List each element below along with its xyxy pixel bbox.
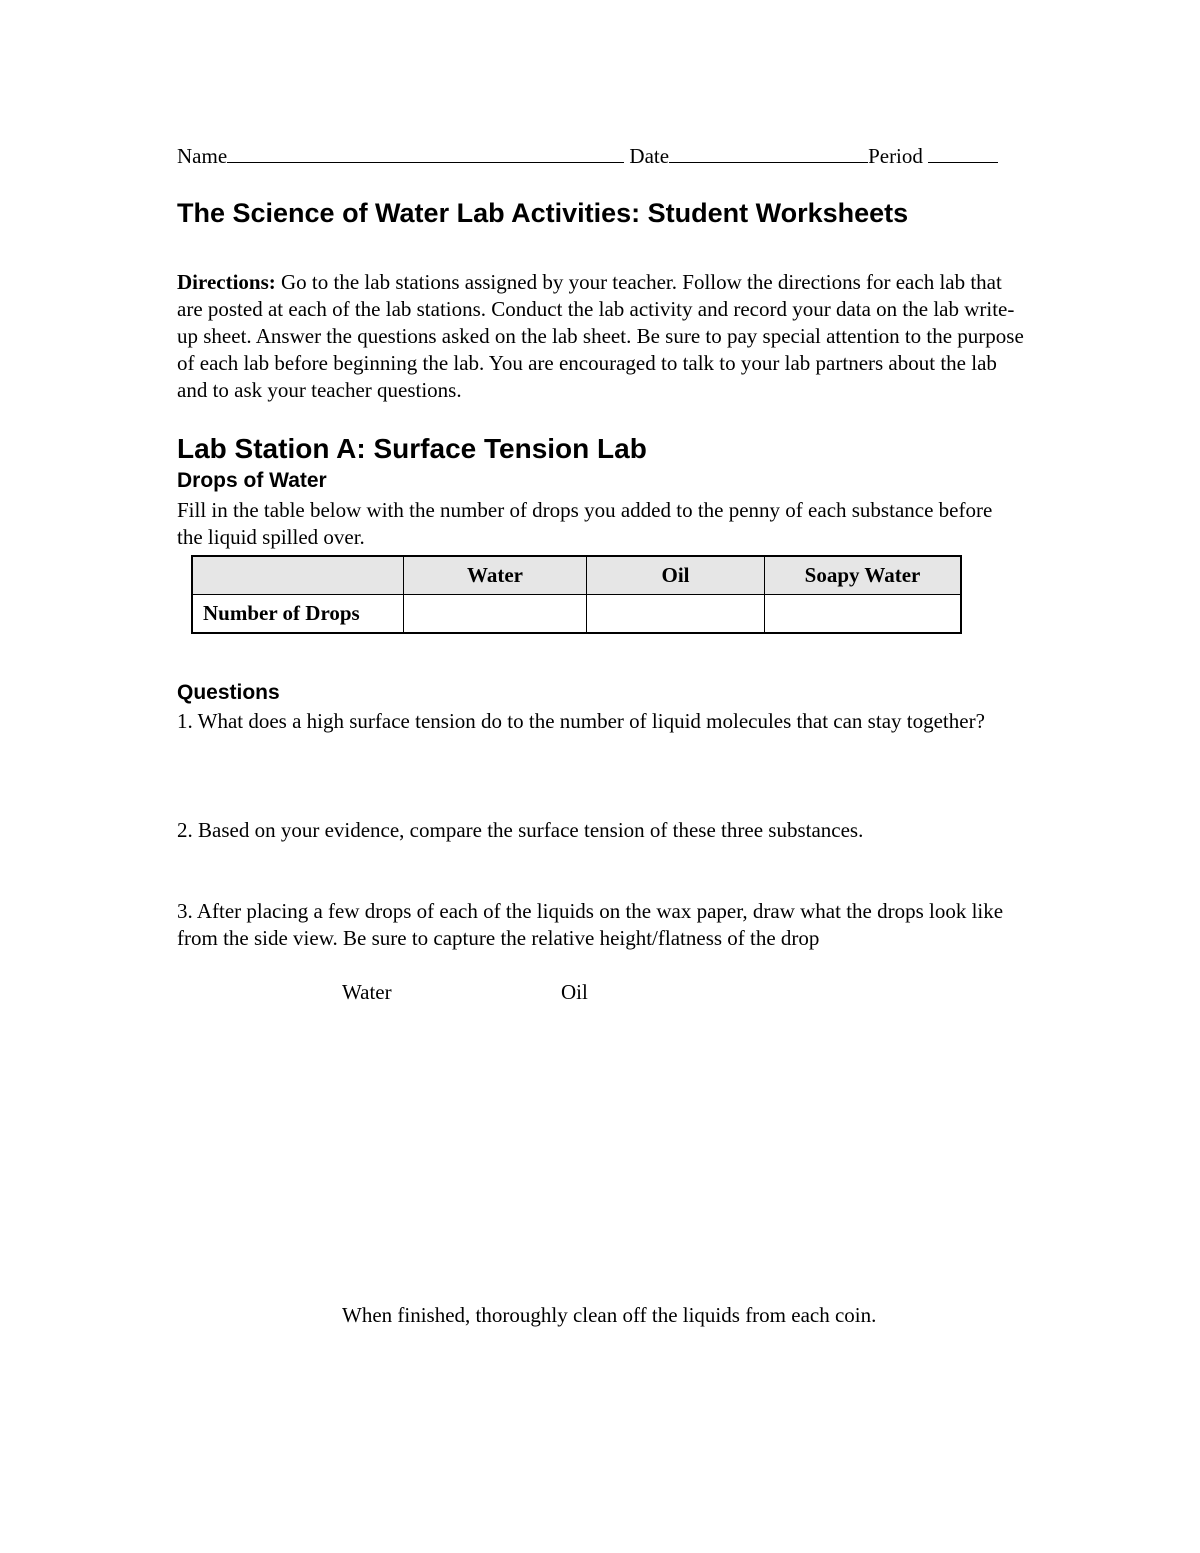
station-heading: Lab Station A: Surface Tension Lab <box>177 433 647 464</box>
drawing-label-oil: Oil <box>561 980 588 1004</box>
table-header-row <box>192 556 961 595</box>
table-header-cell: Soapy Water <box>765 556 962 595</box>
date-blank[interactable] <box>669 144 868 163</box>
row-label: Number of Drops <box>192 595 404 634</box>
page-title: The Science of Water Lab Activities: Student Worksheets <box>177 198 909 228</box>
table-header-cell: Water <box>404 556 587 595</box>
student-info-line <box>177 143 1027 169</box>
directions-label: Directions: <box>177 270 276 294</box>
question-2: 2. Based on your evidence, compare the surface tension of these three substances. <box>177 818 864 842</box>
drops-table <box>191 555 962 634</box>
oil-drops-cell[interactable] <box>587 595 765 634</box>
soapy-water-drops-cell[interactable] <box>765 595 962 634</box>
station-subheading: Drops of Water <box>177 469 327 492</box>
question-1: 1. What does a high surface tension do to the number of liquid molecules that can stay together? <box>177 709 985 733</box>
name-label: Name <box>177 144 228 168</box>
table-header-cell: Oil <box>587 556 765 595</box>
table-row <box>192 595 961 634</box>
question-3: 3. After placing a few drops of each of the liquids on the wax paper, draw what the drops look like from the side view. Be sure to capture the relative height/flatness of the drop <box>177 899 1004 950</box>
date-label: Date <box>629 144 670 168</box>
table-instructions: Fill in the table below with the number of drops you added to the penny of each substance before the liquid spilled over. <box>177 498 993 549</box>
period-label: Period <box>868 144 923 168</box>
directions-text: Go to the lab stations assigned by your teacher. Follow the directions for each lab that are posted at each of the lab stations. Conduct the lab activity and record your data on the lab write-up sheet. Answer the questions asked on the lab sheet. Be sure to pay special attention to the purpose of each lab before beginning the lab. You are encouraged to talk to your lab partners about the lab and to ask your teacher questions. <box>177 270 1024 402</box>
water-drops-cell[interactable] <box>404 595 587 634</box>
period-blank[interactable] <box>928 144 998 163</box>
drawing-label-water: Water <box>342 980 392 1004</box>
directions-paragraph <box>177 269 1027 404</box>
footer-note: When finished, thoroughly clean off the liquids from each coin. <box>342 1303 877 1327</box>
table-header-cell <box>192 556 404 595</box>
name-blank[interactable] <box>227 144 624 163</box>
questions-heading: Questions <box>177 681 280 704</box>
